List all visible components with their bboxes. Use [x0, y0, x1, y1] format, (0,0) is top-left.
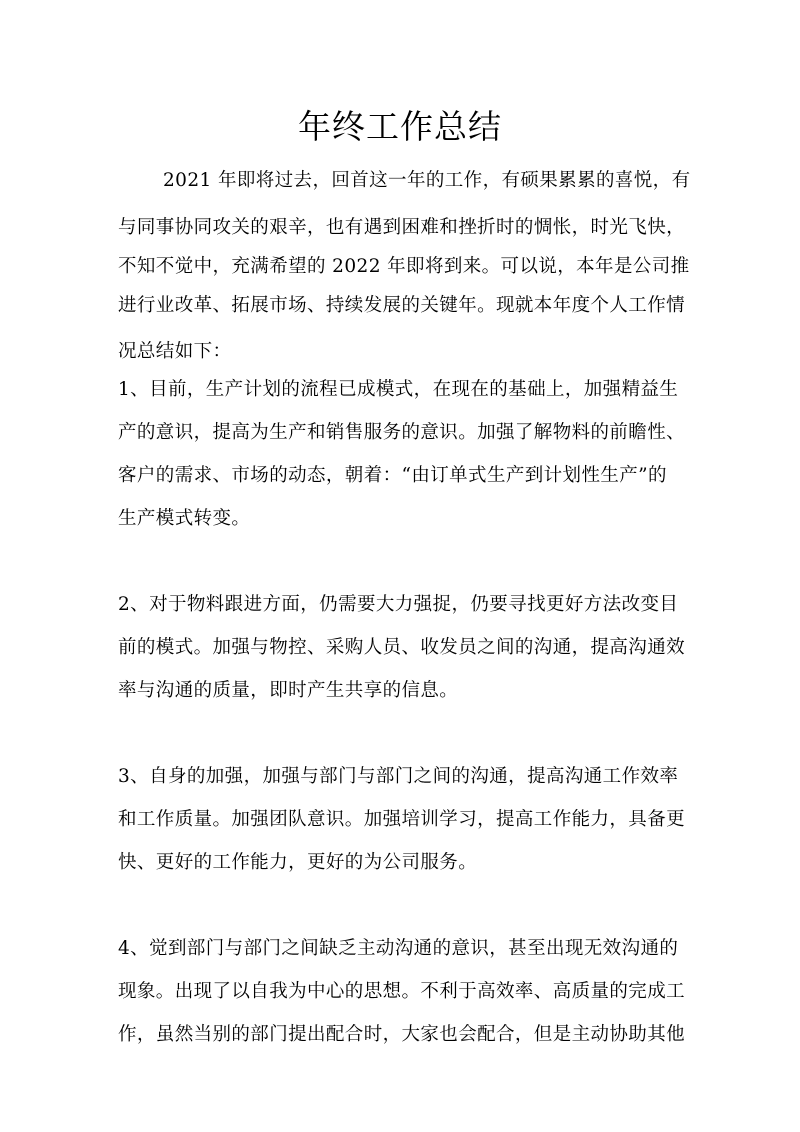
paragraph-line: 与同事协同攻关的艰辛，也有遇到困难和挫折时的惆怅，时光飞快，	[118, 217, 686, 238]
list-item-line: 现象。出现了以自我为中心的思想。不利于高效率、高质量的完成工	[118, 981, 686, 1002]
list-item-line: 率与沟通的质量，即时产生共享的信息。	[118, 680, 459, 701]
list-item-line: 作，虽然当别的部门提出配合时，大家也会配合，但是主动协助其他	[118, 1024, 686, 1045]
list-item-line: 产的意识，提高为生产和销售服务的意识。加强了解物料的前瞻性、	[118, 422, 686, 443]
list-item-line: 快、更好的工作能力，更好的为公司服务。	[118, 852, 478, 873]
paragraph-line: 2021 年即将过去，回首这一年的工作，有硕果累累的喜悦，有	[163, 170, 691, 191]
list-item-line: 和工作质量。加强团队意识。加强培训学习，提高工作能力，具备更	[118, 809, 686, 830]
list-item-line: 前的模式。加强与物控、采购人员、收发员之间的沟通，提高沟通效	[118, 637, 686, 658]
list-item-line: 2、对于物料跟进方面，仍需要大力强捉，仍要寻找更好方法改变目	[118, 594, 679, 615]
paragraph-line: 况总结如下：	[118, 341, 232, 362]
list-item-line: 3、自身的加强，加强与部门与部门之间的沟通，提高沟通工作效率	[118, 766, 679, 787]
document-title: 年终工作总结	[298, 107, 502, 146]
paragraph-line: 不知不觉中，充满希望的 2022 年即将到来。可以说，本年是公司推	[118, 256, 690, 277]
list-item-line: 1、目前，生产计划的流程已成模式，在现在的基础上，加强精益生	[118, 379, 679, 400]
list-item-line: 4、觉到部门与部门之间缺乏主动沟通的意识，甚至出现无效沟通的	[118, 938, 679, 959]
paragraph-line: 进行业改革、拓展市场、持续发展的关键年。现就本年度个人工作情	[118, 295, 686, 316]
list-item-line: 生产模式转变。	[118, 508, 251, 529]
list-item-line: 客户的需求、市场的动态，朝着：“由订单式生产到计划性生产”的	[118, 465, 667, 486]
